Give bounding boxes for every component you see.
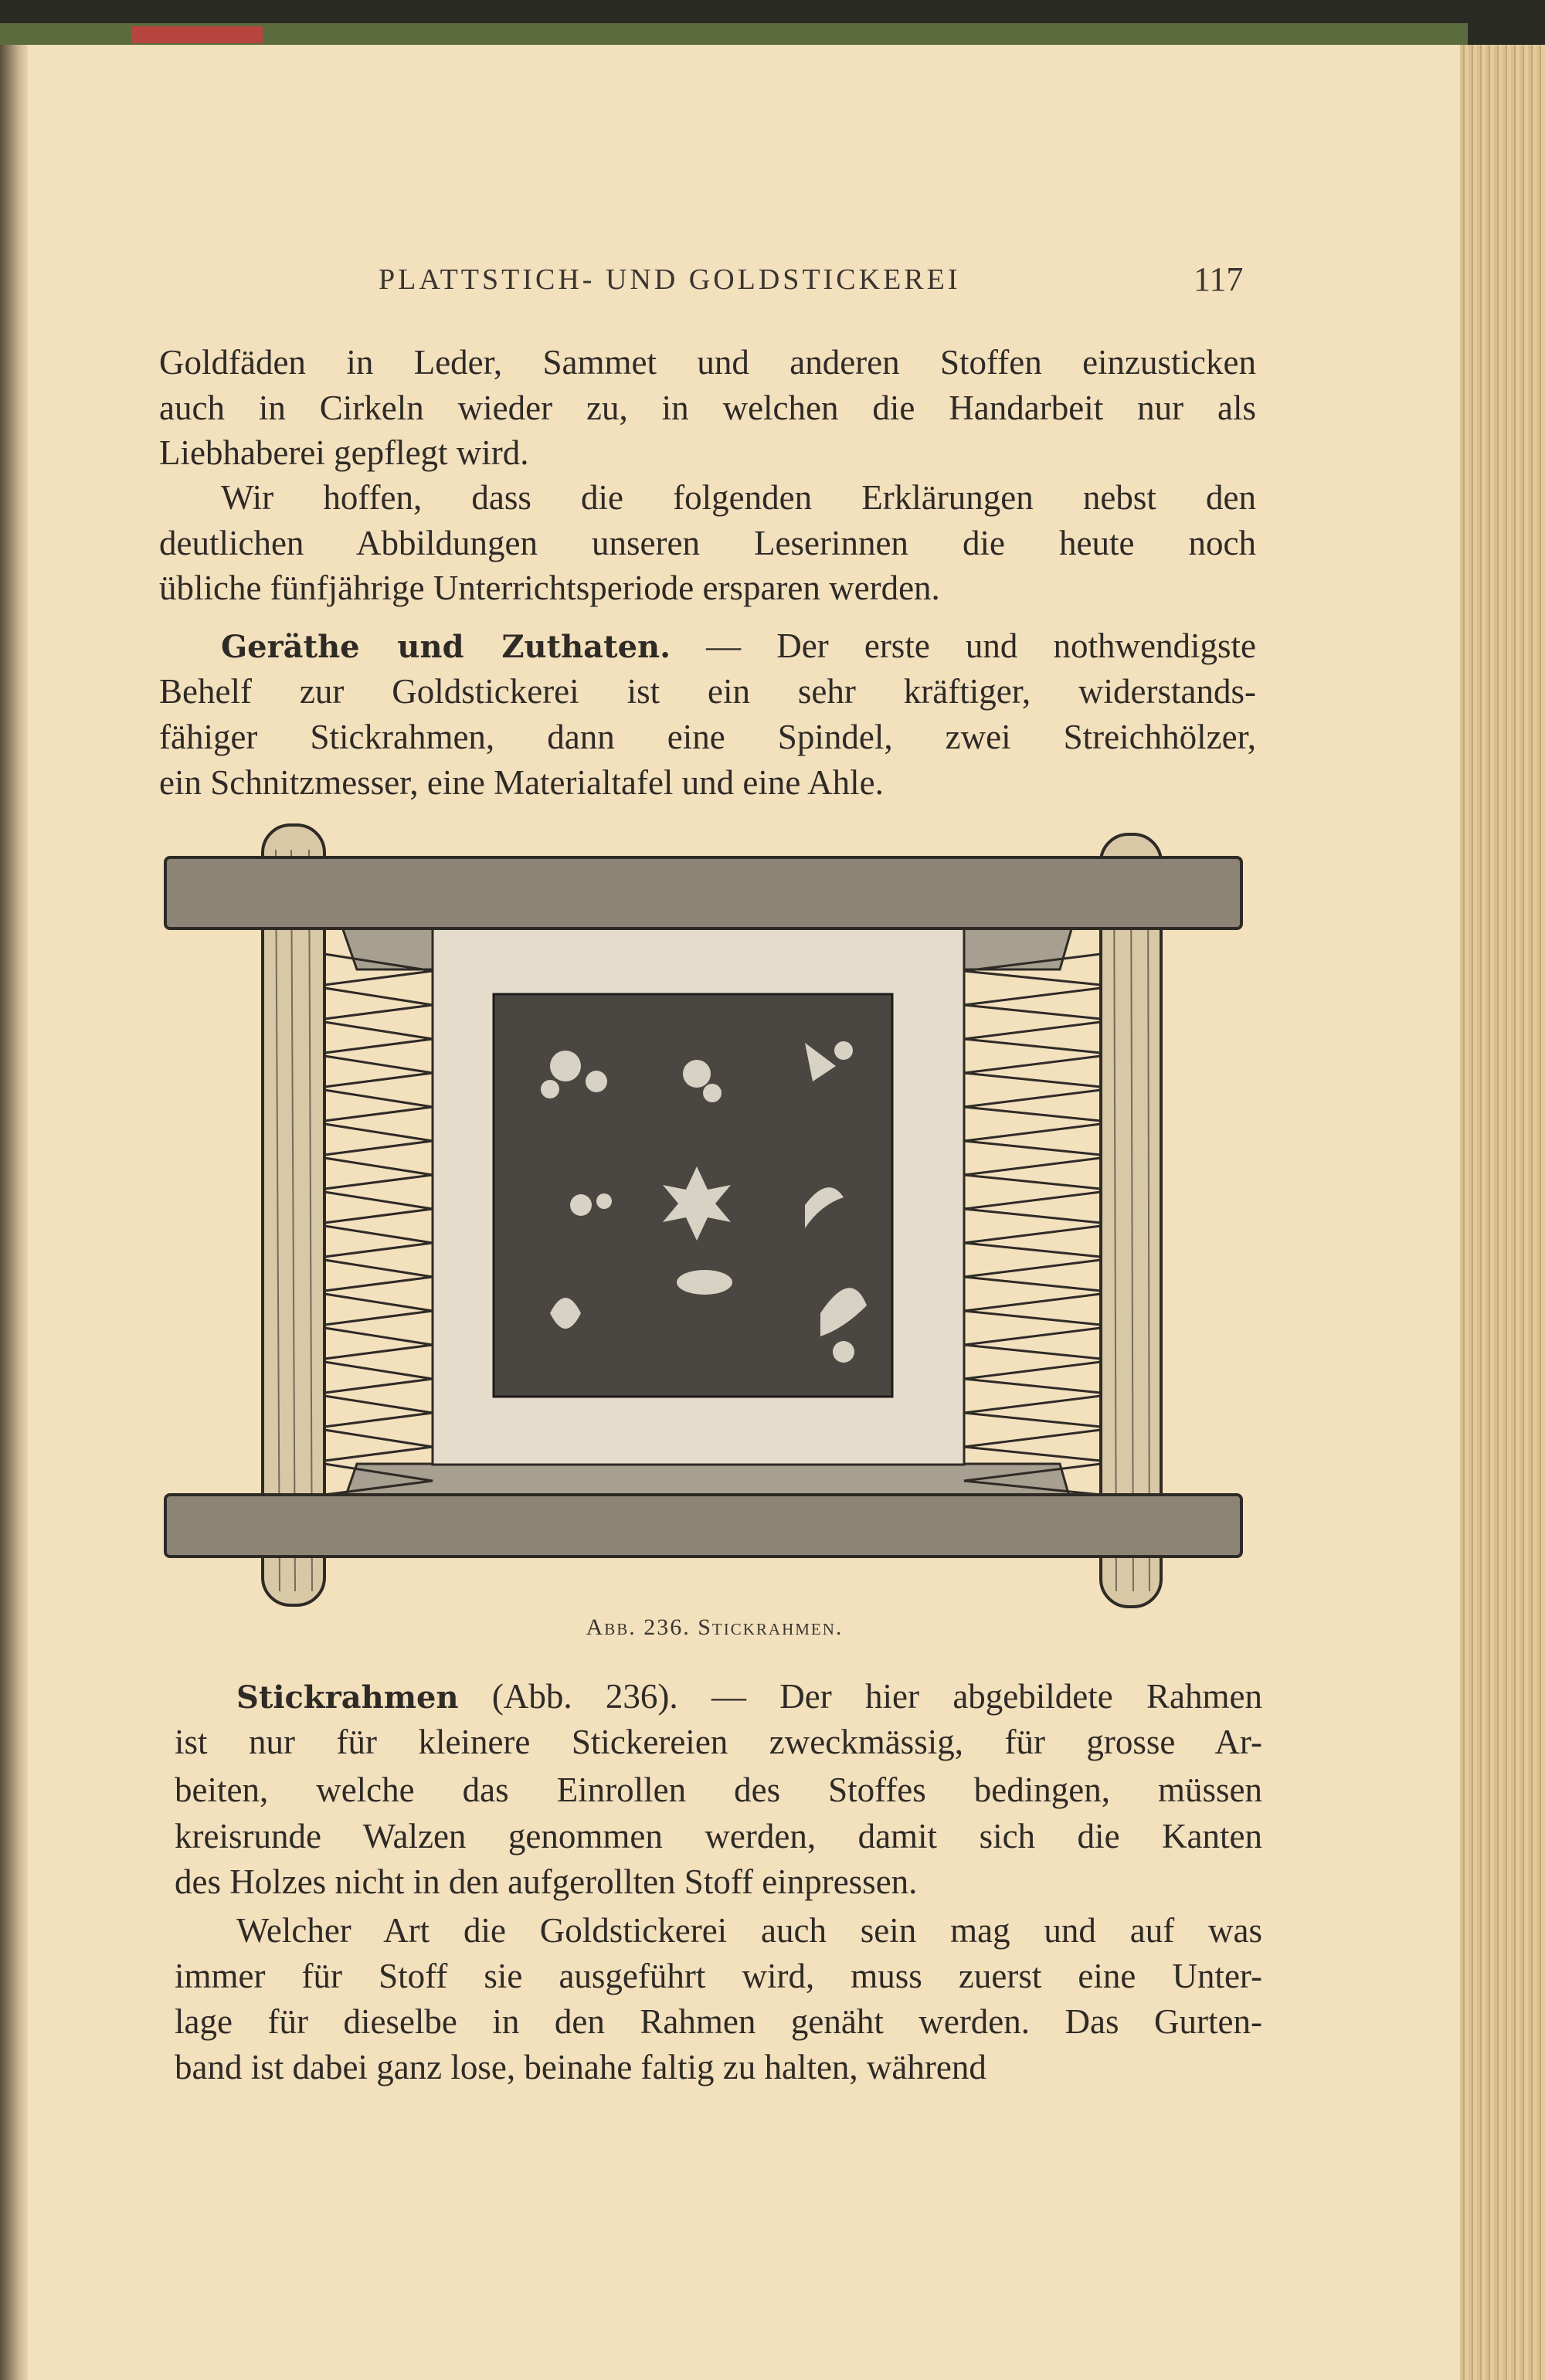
- line-text: ein Schnitzmesser, eine Materialtafel und eine Ahle.: [159, 763, 884, 802]
- lacing-string: [324, 1396, 433, 1427]
- book-gutter: [0, 45, 28, 2380]
- lacing-string: [964, 1124, 1101, 1155]
- page-stack-edge: [1460, 45, 1545, 2380]
- line-text: fähiger Stickrahmen, dann eine Spindel, zwei Streichhölzer,: [159, 718, 1256, 756]
- lacing-string: [964, 1056, 1101, 1087]
- text-line: [175, 1767, 1262, 1812]
- lacing-string: [324, 1362, 433, 1393]
- line-text: deutlichen Abbildungen unseren Leserinnen die heute noch: [159, 524, 1256, 562]
- lacing-string: [964, 1260, 1101, 1291]
- line-text: übliche fünfjährige Unterrichtsperiode ersparen werden.: [159, 569, 940, 607]
- running-header: PLATTSTICH- UND GOLDSTICKEREI: [379, 263, 961, 296]
- line-text: immer für Stoff sie ausgeführt wird, muss zuerst eine Unter-: [175, 1957, 1262, 1995]
- text-line: [159, 565, 1256, 610]
- text-line: [159, 340, 1256, 385]
- text-line: [175, 1954, 1262, 1998]
- lacing-string: [964, 1430, 1101, 1461]
- text-line: [175, 1814, 1262, 1859]
- lacing-string: [964, 1226, 1101, 1257]
- text-line: [221, 623, 1256, 668]
- lacing-string: [964, 1328, 1101, 1359]
- page-number: 117: [1194, 260, 1244, 298]
- lacing-string: [324, 1260, 433, 1291]
- line-text: Wir hoffen, dass die folgenden Erklärungen nebst den: [221, 478, 1256, 517]
- line-text: lage für dieselbe in den Rahmen genäht werden. Das Gurten-: [175, 2002, 1262, 2041]
- lacing-string: [324, 1090, 433, 1121]
- lacing-string: [324, 1056, 433, 1087]
- text-line: [159, 430, 1256, 475]
- lacing-string: [324, 1158, 433, 1189]
- line-text: auch in Cirkeln wieder zu, in welchen die Handarbeit nur als: [159, 389, 1256, 427]
- text-line: [159, 760, 1256, 805]
- line-text: — Der erste und nothwendigste: [671, 626, 1256, 665]
- lacing-string: [964, 1294, 1101, 1325]
- line-text: (Abb. 236). — Der hier abgebildete Rahmen: [458, 1677, 1262, 1716]
- lacing-string: [324, 988, 433, 1019]
- lacing-string: [324, 1430, 433, 1461]
- lacing-string: [964, 1396, 1101, 1427]
- lacing-string: [964, 1090, 1101, 1121]
- line-text: Welcher Art die Goldstickerei auch sein mag und auf was: [236, 1911, 1262, 1950]
- line-text: Behelf zur Goldstickerei ist ein sehr kräftiger, widerstands-: [159, 672, 1256, 711]
- text-line: [175, 1999, 1262, 2044]
- line-text: band ist dabei ganz lose, beinahe faltig zu halten, während: [175, 2048, 986, 2086]
- line-text: des Holzes nicht in den aufgerollten Stoff einpressen.: [175, 1862, 918, 1901]
- text-line: [221, 475, 1256, 520]
- text-line: [159, 715, 1256, 759]
- text-line: [175, 2045, 1262, 2090]
- figure-caption: Abb. 236. Stickrahmen.: [586, 1614, 844, 1640]
- lacing-string: [964, 1362, 1101, 1393]
- text-line: [175, 1720, 1262, 1764]
- lacing-string: [324, 1022, 433, 1053]
- lacing-string: [324, 1124, 433, 1155]
- line-text: Liebhaberei gepflegt wird.: [159, 433, 529, 472]
- top-bar: [165, 857, 1241, 929]
- text-line: [159, 669, 1256, 714]
- bottom-bar: [165, 1495, 1241, 1557]
- text-line: [159, 385, 1256, 430]
- text-line: [236, 1908, 1262, 1953]
- bookmark-ribbon: [131, 26, 263, 43]
- text-line: [236, 1674, 1262, 1719]
- lacing-string: [324, 1192, 433, 1223]
- line-text: Goldfäden in Leder, Sammet und anderen Stoffen einzusticken: [159, 343, 1256, 382]
- lacing-string: [964, 1158, 1101, 1189]
- line-text: ist nur für kleinere Stickereien zweckmässig, für grosse Ar-: [175, 1723, 1262, 1761]
- line-text: kreisrunde Walzen genommen werden, damit sich die Kanten: [175, 1817, 1262, 1855]
- lacing-string: [324, 1328, 433, 1359]
- text-line: [175, 1859, 1262, 1904]
- bold-lead: Stickrahmen: [236, 1679, 459, 1716]
- lacing-string: [964, 988, 1101, 1019]
- lacing-string: [964, 1192, 1101, 1223]
- figure-embroidery-frame: [164, 819, 1245, 1614]
- lacing-string: [964, 1022, 1101, 1053]
- lacing-string: [324, 1226, 433, 1257]
- bold-lead: Geräthe und Zuthaten.: [221, 629, 671, 665]
- line-text: beiten, welche das Einrollen des Stoffes bedingen, müssen: [175, 1771, 1262, 1809]
- lacing-string: [324, 1294, 433, 1325]
- text-line: [159, 521, 1256, 565]
